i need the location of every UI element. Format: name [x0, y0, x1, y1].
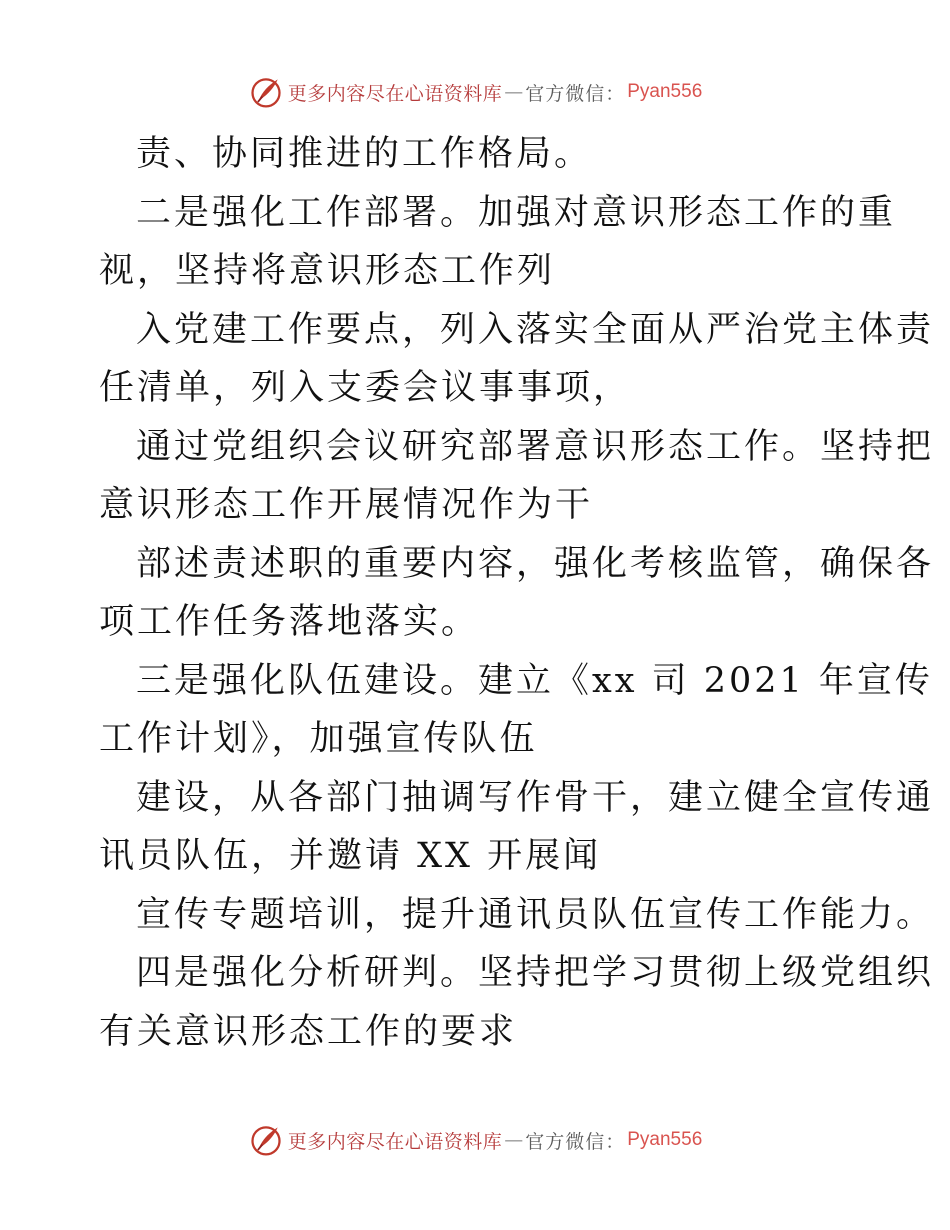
banner-label: 官方微信： — [525, 82, 626, 105]
quill-pen-logo-icon — [248, 1122, 284, 1158]
body-line: 有关意识形态工作的要求 — [99, 1011, 518, 1052]
body-line: 三是强化队伍建设。建立《xx 司 2021 年宣传 — [136, 660, 933, 701]
body-line: 建设，从各部门抽调写作骨干，建立健全宣传通 — [136, 777, 935, 818]
header-banner — [0, 72, 950, 112]
body-line: 意识形态工作开展情况作为干 — [99, 485, 594, 525]
banner-title: 更多内容尽在心语资料库 — [287, 1130, 503, 1153]
body-line: 讯员队伍，并邀请 XX 开展闻 — [99, 836, 602, 876]
banner-title: 更多内容尽在心语资料库 — [287, 82, 503, 105]
body-line: 部述责述职的重要内容，强化考核监管，确保各 — [136, 543, 935, 584]
banner-separator: — — [504, 1129, 524, 1151]
body-line: 项工作任务落地落实。 — [99, 602, 480, 642]
body-line: 四是强化分析研判。坚持把学习贯彻上级党组织 — [136, 953, 935, 993]
document-body — [99, 125, 935, 1061]
body-line: 入党建工作要点，列入落实全面从严治党主体责 — [136, 309, 935, 350]
body-line: 责、协同推进的工作格局。 — [136, 134, 593, 174]
banner-wechat-id: Pyan556 — [627, 81, 703, 102]
banner-wechat-id: Pyan556 — [627, 1129, 703, 1150]
quill-pen-logo-icon — [248, 74, 284, 110]
body-line: 任清单，列入支委会议事事项， — [99, 368, 632, 408]
banner-label: 官方微信： — [525, 1130, 626, 1153]
footer-banner — [0, 1120, 950, 1160]
body-line: 通过党组织会议研究部署意识形态工作。坚持把 — [136, 426, 935, 467]
body-line: 二是强化工作部署。加强对意识形态工作的重 — [136, 192, 897, 233]
body-line: 工作计划》，加强宣传队伍 — [99, 719, 538, 759]
body-line: 宣传专题培训，提升通讯员队伍宣传工作能力。 — [136, 894, 935, 935]
body-line: 视，坚持将意识形态工作列 — [99, 251, 556, 291]
banner-separator: — — [504, 81, 524, 103]
